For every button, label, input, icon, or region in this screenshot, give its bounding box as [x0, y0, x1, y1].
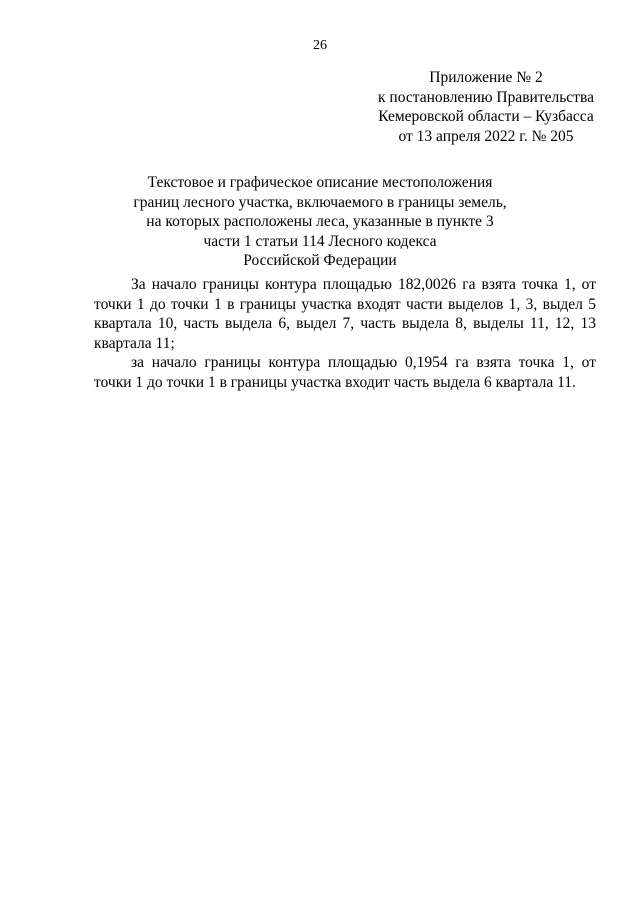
appendix-line: Кемеровской области – Кузбасса: [378, 108, 594, 125]
title-line: границ лесного участка, включаемого в границы земель,: [133, 193, 507, 211]
appendix-line: от 13 апреля 2022 г. № 205: [398, 127, 574, 145]
title-line: Текстовое и графическое описание местоположения: [147, 174, 493, 191]
appendix-line: Приложение № 2: [429, 69, 543, 86]
title-line: части 1 статьи 114 Лесного кодекса: [203, 232, 437, 250]
body-paragraph: За начало границы контура площадью 182,0026 га взята точка 1, от точки 1 до точки 1 в границы участка входят части выделов 1, 3, выдел 5 квартала 10, часть выдела 6, выдел 7, часть выдела 8, выделы 11, 12, 13 квартала 11;: [94, 276, 596, 352]
body-text: [94, 275, 596, 393]
title-line: на которых расположены леса, указанные в пункте 3: [146, 213, 494, 230]
page-number: 26: [313, 38, 327, 53]
title-line: Российской Федерации: [243, 252, 397, 269]
appendix-line: к постановлению Правительства: [378, 88, 594, 106]
document-title: [100, 173, 540, 271]
body-paragraph: за начало границы контура площадью 0,1954 га взята точка 1, от точки 1 до точки 1 в границы участка входит часть выдела 6 квартала 11.: [94, 354, 596, 391]
appendix-block: [368, 68, 604, 146]
